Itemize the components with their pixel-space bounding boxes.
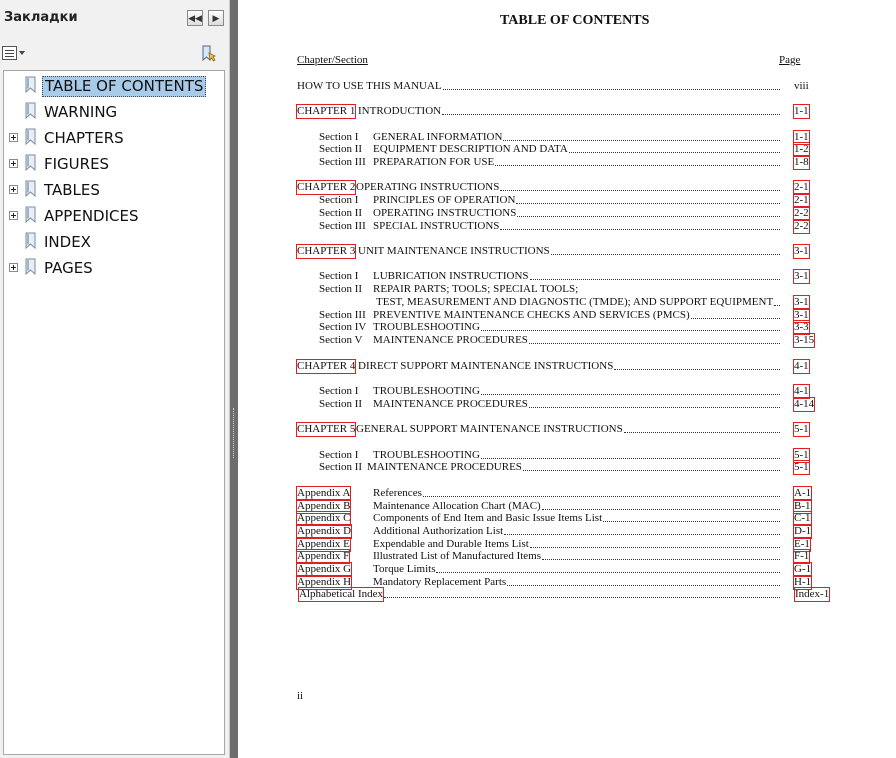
- chapter-link[interactable]: CHAPTER 1: [297, 105, 356, 117]
- bookmark-label: WARNING: [44, 103, 118, 121]
- bookmark-chapters[interactable]: [4, 126, 224, 150]
- toc-entry[interactable]: [238, 220, 858, 233]
- dot-leader: [516, 191, 780, 204]
- page-link[interactable]: E-1: [794, 538, 810, 550]
- toc-entry[interactable]: [238, 423, 858, 436]
- page-link[interactable]: G-1: [794, 563, 812, 575]
- bookmarks-tree: [3, 70, 225, 755]
- bookmark-label: TABLE OF CONTENTS: [42, 76, 206, 97]
- entry-title: TEST, MEASUREMENT AND DIAGNOSTIC (TMDE); AND SUPPORT EQUIPMENT: [376, 296, 774, 308]
- entry-title: Maintenance Allocation Chart (MAC): [373, 500, 541, 512]
- page-link[interactable]: 5-1: [794, 449, 809, 461]
- section-label: Section II: [319, 207, 363, 219]
- entry-title: References: [373, 487, 422, 499]
- bookmark-label: PAGES: [44, 259, 93, 277]
- page-link[interactable]: 1-1: [794, 131, 809, 143]
- entry-title: TROUBLESHOOTING: [373, 449, 480, 461]
- entry-title: PREPARATION FOR USE: [373, 156, 495, 168]
- bookmark-figures[interactable]: [4, 152, 224, 176]
- section-label: Section III: [319, 220, 366, 232]
- splitter-grip[interactable]: [233, 408, 235, 458]
- entry-title: GENERAL INFORMATION: [373, 131, 503, 143]
- page-link[interactable]: C-1: [794, 512, 811, 524]
- page-link[interactable]: H-1: [794, 576, 812, 588]
- chapter-link[interactable]: CHAPTER 3: [297, 245, 356, 257]
- page-link[interactable]: 5-1: [794, 423, 809, 435]
- page-link[interactable]: 1-2: [794, 143, 809, 155]
- page-number-label: viii: [794, 80, 809, 92]
- page-link[interactable]: 3-1: [794, 296, 809, 308]
- chapter-link[interactable]: CHAPTER 2: [297, 181, 356, 193]
- bookmark-icon: [25, 102, 37, 119]
- double-left-arrow-icon[interactable]: ◀◀: [187, 10, 203, 26]
- section-label: Section II: [319, 283, 363, 295]
- dot-leader: [500, 217, 780, 230]
- entry-title: UNIT MAINTENANCE INSTRUCTIONS: [358, 245, 550, 257]
- bookmark-warning[interactable]: [4, 100, 224, 124]
- section-label: Section IV: [319, 321, 367, 333]
- bookmark-icon: [25, 180, 37, 197]
- page-link[interactable]: 1-1: [794, 105, 809, 117]
- options-menu-icon[interactable]: [2, 46, 26, 62]
- bookmark-label: CHAPTERS: [44, 129, 124, 147]
- entry-title: INTRODUCTION: [358, 105, 442, 117]
- section-label: Section I: [319, 270, 359, 282]
- page-link[interactable]: 4-1: [794, 385, 809, 397]
- section-label: Section I: [319, 194, 359, 206]
- bookmark-index[interactable]: [4, 230, 224, 254]
- entry-title: LUBRICATION INSTRUCTIONS: [373, 270, 529, 282]
- expand-icon[interactable]: [9, 159, 18, 168]
- entry-title: GENERAL SUPPORT MAINTENANCE INSTRUCTIONS: [356, 423, 623, 435]
- column-header-page: Page: [779, 54, 801, 66]
- toc-entry[interactable]: [238, 461, 858, 474]
- page-link[interactable]: 4-14: [794, 398, 815, 410]
- toc-entry[interactable]: [238, 588, 858, 601]
- dot-leader: [624, 420, 780, 433]
- appendix-link[interactable]: Appendix B: [297, 500, 351, 512]
- section-label: Section III: [319, 309, 366, 321]
- entry-title: MAINTENANCE PROCEDURES: [373, 398, 528, 410]
- page-link[interactable]: 4-1: [794, 360, 809, 372]
- bookmarks-title: Закладки: [4, 10, 78, 25]
- entry-title: SPECIAL INSTRUCTIONS: [373, 220, 500, 232]
- toc-entry[interactable]: [238, 80, 858, 93]
- page-link[interactable]: 3-3: [794, 321, 809, 333]
- bookmark-icon: [25, 128, 37, 145]
- dot-leader: [542, 547, 780, 560]
- toc-entry[interactable]: [238, 105, 858, 118]
- dot-leader: [481, 318, 780, 331]
- entry-title: PREVENTIVE MAINTENANCE CHECKS AND SERVICES (PMCS): [373, 309, 690, 321]
- dot-leader: [551, 242, 780, 255]
- entry-title: EQUIPMENT DESCRIPTION AND DATA: [373, 143, 568, 155]
- dot-leader: [517, 204, 780, 217]
- appendix-link[interactable]: Appendix C: [297, 512, 351, 524]
- dot-leader: [523, 458, 780, 471]
- bookmark-label: INDEX: [44, 233, 91, 251]
- bookmarks-header: [0, 0, 230, 36]
- expand-icon[interactable]: [9, 263, 18, 272]
- bookmark-pages[interactable]: [4, 256, 224, 280]
- dot-leader: [529, 395, 780, 408]
- entry-title: MAINTENANCE PROCEDURES: [367, 461, 522, 473]
- entry-title: Torque Limits: [373, 563, 436, 575]
- page-link[interactable]: 2-1: [794, 181, 809, 193]
- new-bookmark-icon[interactable]: [200, 45, 218, 63]
- right-arrow-icon[interactable]: ▶: [208, 10, 224, 26]
- entry-title: Mandatory Replacement Parts: [373, 576, 507, 588]
- bookmark-icon: [25, 258, 37, 275]
- entry-title: Expendable and Durable Items List: [373, 538, 529, 550]
- panel-splitter[interactable]: [230, 0, 238, 758]
- bookmark-label: TABLES: [44, 181, 100, 199]
- page-link[interactable]: 3-1: [794, 270, 809, 282]
- toc-entry[interactable]: [238, 245, 858, 258]
- page-link[interactable]: D-1: [794, 525, 812, 537]
- appendix-link[interactable]: Appendix F: [297, 550, 350, 562]
- toc-entry[interactable]: [238, 360, 858, 373]
- entry-title: REPAIR PARTS; TOOLS; SPECIAL TOOLS;: [373, 283, 579, 295]
- dot-leader: [569, 140, 780, 153]
- entry-title: Components of End Item and Basic Issue Items List: [373, 512, 603, 524]
- page-link[interactable]: 2-2: [794, 207, 809, 219]
- section-label: Section III: [319, 156, 366, 168]
- page-link[interactable]: 5-1: [794, 461, 809, 473]
- page-link[interactable]: 3-1: [794, 245, 809, 257]
- toc-entry[interactable]: [238, 334, 858, 347]
- page-link[interactable]: 2-2: [794, 220, 809, 232]
- entry-title: TROUBLESHOOTING: [373, 321, 480, 333]
- appendix-link[interactable]: Appendix H: [297, 576, 352, 588]
- section-label: Section V: [319, 334, 363, 346]
- bookmark-icon: [25, 76, 37, 93]
- entry-title: Illustrated List of Manufactured Items: [373, 550, 542, 562]
- page-link[interactable]: F-1: [794, 550, 810, 562]
- expand-icon[interactable]: [9, 133, 18, 142]
- dot-leader: [443, 77, 780, 90]
- bookmark-label: FIGURES: [44, 155, 110, 173]
- dot-leader: [603, 509, 780, 522]
- page-link[interactable]: B-1: [794, 500, 811, 512]
- dot-leader: [384, 585, 780, 598]
- page-link[interactable]: 2-1: [794, 194, 809, 206]
- dot-leader: [530, 267, 780, 280]
- page-link[interactable]: Index-1: [795, 588, 830, 600]
- chapter-link[interactable]: CHAPTER 5: [297, 423, 356, 435]
- chapter-link[interactable]: CHAPTER 4: [297, 360, 356, 372]
- toc-entry[interactable]: [238, 283, 858, 296]
- dot-leader: [529, 331, 780, 344]
- section-label: Section I: [319, 131, 359, 143]
- section-label: Section II: [319, 461, 363, 473]
- appendix-link[interactable]: Appendix A: [297, 487, 351, 499]
- expand-icon[interactable]: [9, 185, 18, 194]
- toc-entry[interactable]: [238, 270, 858, 283]
- index-link[interactable]: Alphabetical Index: [299, 588, 383, 600]
- page-link[interactable]: 1-8: [794, 156, 809, 168]
- bookmark-table-of-contents[interactable]: [4, 74, 224, 98]
- bookmark-icon: [25, 232, 37, 249]
- appendix-link[interactable]: Appendix G: [297, 563, 352, 575]
- bookmarks-toolbar: [0, 40, 230, 68]
- section-label: Section II: [319, 143, 363, 155]
- column-header-chapter: Chapter/Section: [297, 54, 368, 66]
- section-label: Section I: [319, 385, 359, 397]
- entry-title: TROUBLESHOOTING: [373, 385, 480, 397]
- dot-leader: [436, 560, 780, 573]
- dot-leader: [423, 484, 780, 497]
- entry-title: MAINTENANCE PROCEDURES: [373, 334, 528, 346]
- toc-entry[interactable]: [238, 156, 858, 169]
- appendix-link[interactable]: Appendix D: [297, 525, 352, 537]
- page-link[interactable]: 3-15: [794, 334, 815, 346]
- entry-title: OPERATING INSTRUCTIONS: [356, 181, 500, 193]
- entry-title: Additional Authorization List: [373, 525, 504, 537]
- dot-leader: [442, 102, 780, 115]
- section-label: Section I: [319, 449, 359, 461]
- expand-icon[interactable]: [9, 211, 18, 220]
- appendix-link[interactable]: Appendix E: [297, 538, 350, 550]
- entry-title: OPERATING INSTRUCTIONS: [373, 207, 517, 219]
- dot-leader: [495, 153, 780, 166]
- entry-label: HOW TO USE THIS MANUAL: [297, 80, 442, 92]
- bookmark-appendices[interactable]: [4, 204, 224, 228]
- bookmark-icon: [25, 154, 37, 171]
- bookmark-icon: [25, 206, 37, 223]
- section-label: Section II: [319, 398, 363, 410]
- bookmarks-panel: [0, 0, 230, 758]
- document-page: [238, 0, 896, 758]
- dot-leader: [774, 293, 780, 306]
- entry-title: PRINCIPLES OF OPERATION: [373, 194, 516, 206]
- bookmark-tables[interactable]: [4, 178, 224, 202]
- bookmark-label: APPENDICES: [44, 207, 139, 225]
- dot-leader: [500, 178, 780, 191]
- page-number: ii: [297, 690, 304, 702]
- entry-title: DIRECT SUPPORT MAINTENANCE INSTRUCTIONS: [358, 360, 614, 372]
- page-title: TABLE OF CONTENTS: [500, 13, 650, 28]
- dot-leader: [614, 357, 780, 370]
- toc-entry[interactable]: [238, 398, 858, 411]
- page-link[interactable]: 3-1: [794, 309, 809, 321]
- page-link[interactable]: A-1: [794, 487, 812, 499]
- dot-leader: [481, 382, 780, 395]
- dot-leader: [504, 522, 780, 535]
